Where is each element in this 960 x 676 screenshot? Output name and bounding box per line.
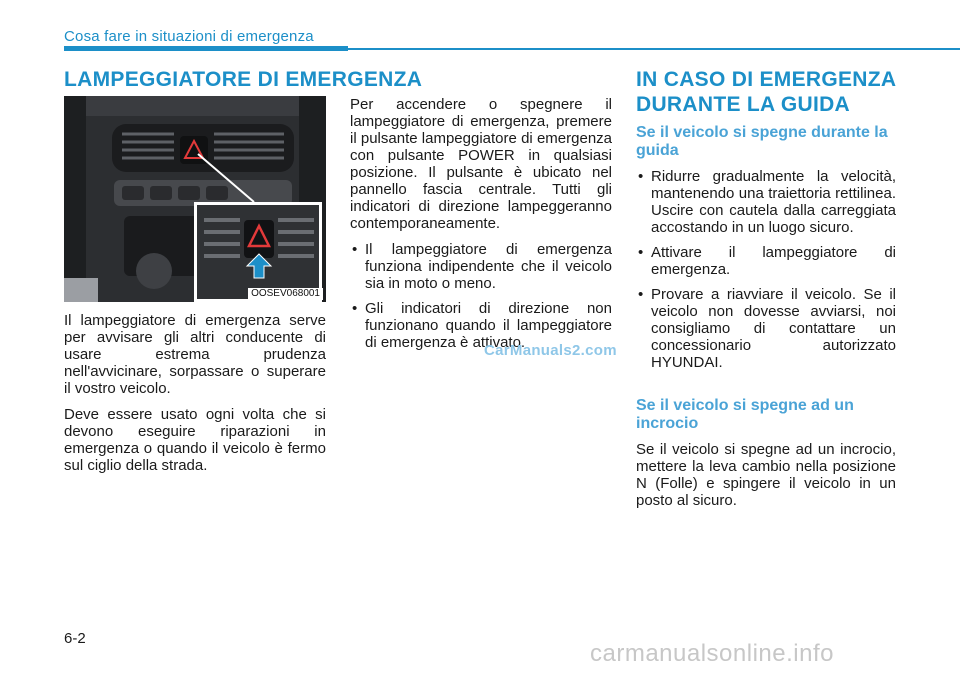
subheading-stall-at-intersection: Se il veicolo si spegne ad un incrocio [636, 397, 854, 432]
hazard-button-photo [64, 96, 326, 302]
left-column-text [64, 312, 326, 483]
bullet-list [350, 241, 612, 351]
watermark: CarManuals2.com [484, 342, 617, 359]
list-item: • Ridurre gradualmente la velocità, mantenendo una traiettoria rettilinea. Uscire con cautela dalla carreggiata accostando in un luogo sicuro. [636, 168, 896, 236]
page-number: 6-2 [64, 630, 86, 647]
dashboard-illustration [64, 96, 326, 302]
heading-emergency-while-driving-line2: DURANTE LA GUIDA [636, 93, 851, 116]
paragraph: Deve essere usato ogni volta che si devono eseguire riparazioni in emergenza o quando il veicolo è fermo sul ciglio della strada. [64, 406, 326, 474]
footer-watermark: carmanualsonline.info [590, 640, 834, 667]
heading-hazard-lights: LAMPEGGIATORE DI EMERGENZA [64, 68, 423, 91]
right-column-text [636, 124, 896, 518]
list-item: • Il lampeggiatore di emergenza funziona indipendente che il veicolo sia in moto o meno. [350, 241, 612, 292]
paragraph: Per accendere o spegnere il lampeggiatore di emergenza, premere il pulsante lampeggiatore di emergenza con pulsante POWER in qualsiasi posizione. Il pulsante è ubicato nel pannello fascia centrale. Tutti gli indicatori di direzione lampeggeranno contemporaneamente. [350, 96, 612, 232]
paragraph: Il lampeggiatore di emergenza serve per avvisare gli altri conducente di usare estrema prudenza nell'avvicinare, sorpassare o superare il vostro veicolo. [64, 312, 326, 397]
heading-emergency-while-driving-line1: IN CASO DI EMERGENZA [636, 68, 897, 91]
list-item: • Provare a riavviare il veicolo. Se il veicolo non dovesse avviarsi, noi consigliamo di contattare un concessionario autorizzato HYUNDAI. [636, 286, 896, 371]
list-item: • Gli indicatori di direzione non funzionano quando il lampeggiatore di emergenza è attivato. [350, 300, 612, 351]
header-rule-accent [64, 46, 348, 51]
middle-column-text [350, 96, 612, 359]
subheading-stall-while-driving: Se il veicolo si spegne durante la guida [636, 124, 888, 159]
paragraph: Se il veicolo si spegne ad un incrocio, mettere la leva cambio nella posizione N (Folle) e spingere il veicolo in un posto al sicuro. [636, 441, 896, 509]
image-caption: OOSEV068001 [248, 288, 323, 300]
list-item: • Attivare il lampeggiatore di emergenza. [636, 244, 896, 278]
bullet-list [636, 168, 896, 371]
section-header-title: Cosa fare in situazioni di emergenza [64, 28, 314, 45]
